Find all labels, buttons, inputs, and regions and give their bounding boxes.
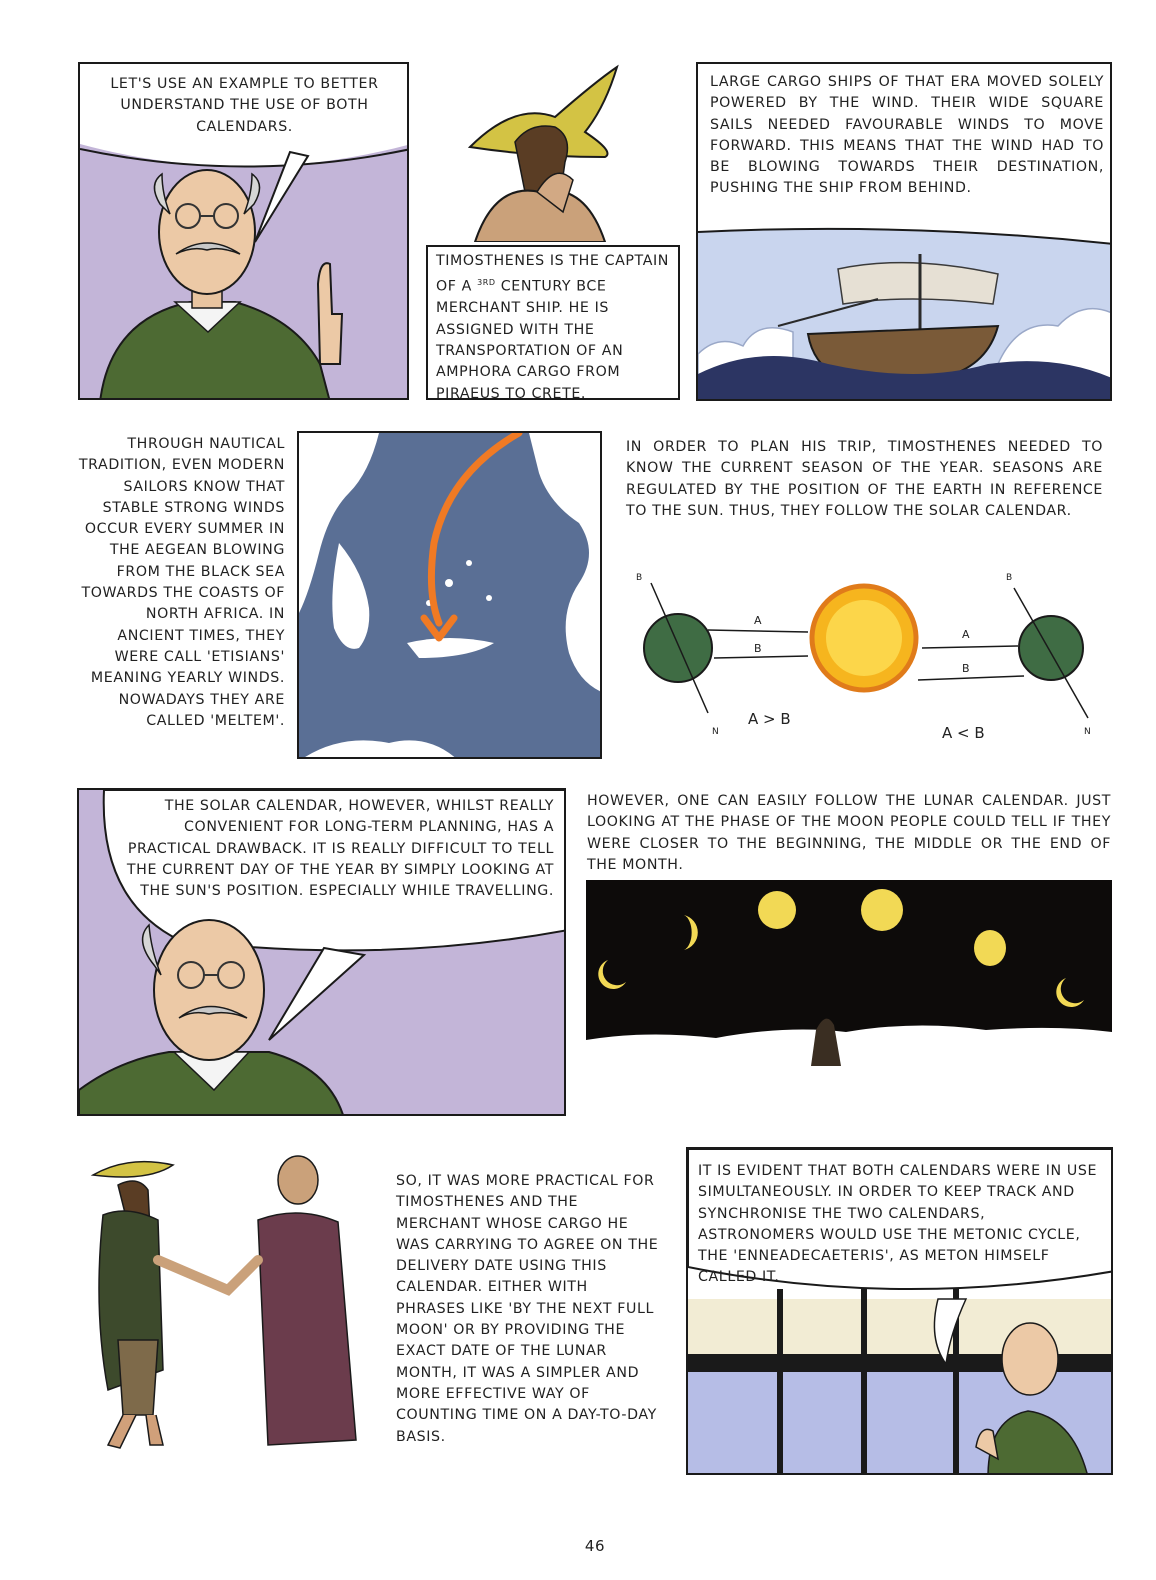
narration-merchant-agreement: SO, IT WAS MORE PRACTICAL FOR TIMOSTHENES AND THE MERCHANT WHOSE CARGO HE WAS CARRYING TO AGREE ON THE DELIVERY DATE USING THIS CALENDAR. EITHER WITH PHRASES LIKE 'BY THE NEXT FULL MOON' OR BY PROVIDING THE EXACT DATE OF THE LUNAR MONTH, IT WAS A SIMPLER AND MORE EFFECTIVE WAY OF COUNTING TIME ON A DAY-TO-DAY BASIS. bbox=[396, 1173, 659, 1445]
caption-cargo-ships: LARGE CARGO SHIPS OF THAT ERA MOVED SOLELY POWERED BY THE WIND. THEIR WIDE SQUARE SAILS NEEDED FAVOURABLE WINDS TO MOVE FORWARD. THIS MEANS THAT THE WIND HAD TO BE BLOWING TOWARDS THEIR DESTINATION, PUSHING THE SHIP FROM BEHIND. bbox=[710, 74, 1104, 197]
caption-text-end: CENTURY BCE MERCHANT SHIP. HE IS ASSIGNED WITH THE TRANSPORTATION OF AN AMPHORA CARGO FROM PIRAEUS TO CRETE. bbox=[436, 279, 624, 402]
caption-text-start: TIMOSTHENES IS THE CAPTAIN OF A bbox=[436, 253, 669, 296]
narration-etesian-winds: THROUGH NAUTICAL TRADITION, EVEN MODERN SAILORS KNOW THAT STABLE STRONG WINDS OCCUR EVERY SUMMER IN THE AEGEAN BLOWING FROM THE BLACK SEA TOWARDS THE COASTS OF NORTH AFRICA. IN ANCIENT TIMES, THEY WERE CALL 'ETISIANS' MEANING YEARLY WINDS. NOWADAYS THEY ARE CALLED 'MELTEM'. bbox=[78, 436, 285, 729]
narration-lunar-calendar: HOWEVER, ONE CAN EASILY FOLLOW THE LUNAR CALENDAR. JUST LOOKING AT THE PHASE OF THE MOON PEOPLE COULD TELL IF THEY WERE CLOSER TO THE BEGINNING, THE MIDDLE OR THE END OF THE MONTH. bbox=[587, 793, 1111, 873]
distance-label-b-right: B bbox=[962, 662, 970, 675]
panel-cargo-ship bbox=[696, 62, 1112, 401]
solar-orbit-diagram bbox=[626, 568, 1106, 748]
earth-right bbox=[1019, 616, 1083, 680]
relation-left: A > B bbox=[748, 710, 791, 728]
distance-label-a-left: A bbox=[754, 614, 762, 627]
distance-label-b-left: B bbox=[754, 642, 762, 655]
speech-bubble-metonic: IT IS EVIDENT THAT BOTH CALENDARS WERE IN USE SIMULTANEOUSLY. IN ORDER TO KEEP TRACK AND SYNCHRONISE THE TWO CALENDARS, ASTRONOMERS WOULD USE THE METONIC CYCLE, THE 'ENNEADECAETERIS', AS METON HIMSELF CALLED IT. bbox=[698, 1163, 1098, 1286]
earth-left bbox=[644, 614, 712, 682]
aegean-map-illustration bbox=[299, 433, 602, 759]
panel-aegean-map bbox=[297, 431, 602, 759]
relation-right: A < B bbox=[942, 724, 985, 742]
panel-solar-drawback bbox=[77, 788, 566, 1116]
panel-metonic-cycle bbox=[686, 1147, 1113, 1475]
panel-professor-intro bbox=[78, 62, 409, 400]
handshake-illustration bbox=[88, 1150, 378, 1460]
caption-timosthenes bbox=[426, 245, 680, 400]
north-label-right: N bbox=[1084, 727, 1091, 737]
speech-bubble-drawback: THE SOLAR CALENDAR, HOWEVER, WHILST REALLY CONVENIENT FOR LONG-TERM PLANNING, HAS A PRACTICAL DRAWBACK. IT IS REALLY DIFFICULT TO TELL THE CURRENT DAY OF THE YEAR BY SIMPLY LOOKING AT THE SUN'S POSITION. ESPECIALLY WHILE TRAVELLING. bbox=[126, 798, 554, 900]
distance-label-a-right: A bbox=[962, 628, 970, 641]
north-label-left: N bbox=[712, 727, 719, 737]
narration-solar-calendar: IN ORDER TO PLAN HIS TRIP, TIMOSTHENES NEEDED TO KNOW THE CURRENT SEASON OF THE YEAR. SEASONS ARE REGULATED BY THE POSITION OF THE EARTH IN REFERENCE TO THE SUN. THUS, THEY FOLLOW THE SOLAR CALENDAR. bbox=[626, 439, 1103, 519]
speech-bubble-intro: LET'S USE AN EXAMPLE TO BETTER UNDERSTAND THE USE OF BOTH CALENDARS. bbox=[110, 76, 379, 135]
timosthenes-illustration bbox=[455, 62, 625, 242]
page-number: 46 bbox=[584, 1537, 606, 1555]
pole-label-right: B bbox=[1006, 573, 1013, 583]
moon-phases-illustration bbox=[586, 880, 1112, 1066]
pole-label-left: B bbox=[636, 573, 643, 583]
caption-superscript: 3RD bbox=[477, 278, 496, 288]
panel-moon-phases bbox=[586, 880, 1112, 1066]
